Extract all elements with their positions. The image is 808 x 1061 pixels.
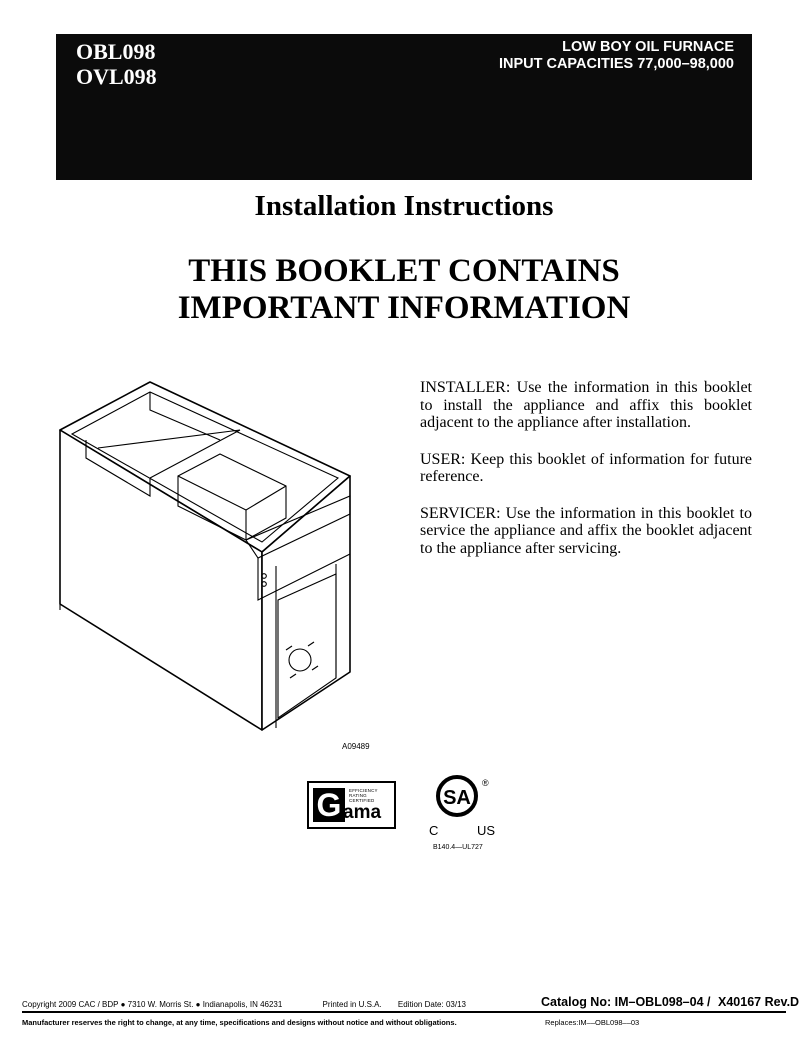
- user-note: USER: Keep this booklet of information for future reference.: [420, 450, 752, 485]
- copyright-line: [22, 1000, 466, 1009]
- gama-logo: [307, 781, 396, 829]
- product-description: [499, 39, 734, 73]
- furnace-illustration: [50, 378, 370, 743]
- footer-rule: [22, 1011, 786, 1013]
- gama-word: ama: [343, 802, 382, 823]
- revision: X40167 Rev.D: [718, 995, 800, 1009]
- servicer-note: SERVICER: Use the information in this booklet to service the appliance and affix the booklet adjacent to the appliance after servicing.: [420, 504, 752, 557]
- catalog-number: Catalog No: IM–OBL098–04 /: [541, 995, 711, 1009]
- headline-line: THIS BOOKLET CONTAINS: [188, 253, 620, 289]
- gama-tagline: EFFICIENCY RATING CERTIFIED: [349, 788, 378, 803]
- printed-in: Printed in U.S.A.: [322, 1000, 382, 1009]
- product-line: INPUT CAPACITIES 77,000–98,000: [498, 56, 734, 72]
- booklet-notes: [420, 379, 752, 576]
- csa-mark: [425, 772, 505, 842]
- figure-id: A09489: [342, 742, 370, 751]
- csa-c: C: [429, 823, 439, 838]
- model-numbers: [76, 39, 157, 89]
- replaces: Replaces:IM––OBL098––03: [545, 1018, 640, 1027]
- page-title: Installation Instructions: [254, 190, 554, 222]
- model-number: OVL098: [76, 64, 157, 89]
- registered-mark: ®: [482, 778, 489, 788]
- installer-note: INSTALLER: Use the information in this booklet to install the appliance and affix this booklet adjacent to the appliance after installation.: [420, 379, 752, 431]
- headline-line: IMPORTANT INFORMATION: [177, 290, 631, 326]
- gama-letter: G: [313, 788, 345, 822]
- csa-standard-code: B140.4—UL727: [433, 844, 483, 851]
- copyright: Copyright 2009 CAC / BDP ● 7310 W. Morris St. ● Indianapolis, IN 46231: [22, 1000, 283, 1009]
- product-line: LOW BOY OIL FURNACE: [562, 39, 734, 55]
- header-banner: [56, 34, 752, 180]
- headline: [0, 253, 808, 327]
- disclaimer: Manufacturer reserves the right to change, at any time, specifications and designs without notice and without obligations.: [22, 1018, 457, 1027]
- csa-text: SA: [443, 787, 471, 809]
- csa-us: US: [477, 823, 496, 838]
- model-number: OBL098: [76, 39, 156, 64]
- csa-logo: [425, 772, 505, 847]
- furnace-drawing: [50, 378, 370, 738]
- edition-date: Edition Date: 03/13: [397, 1000, 466, 1009]
